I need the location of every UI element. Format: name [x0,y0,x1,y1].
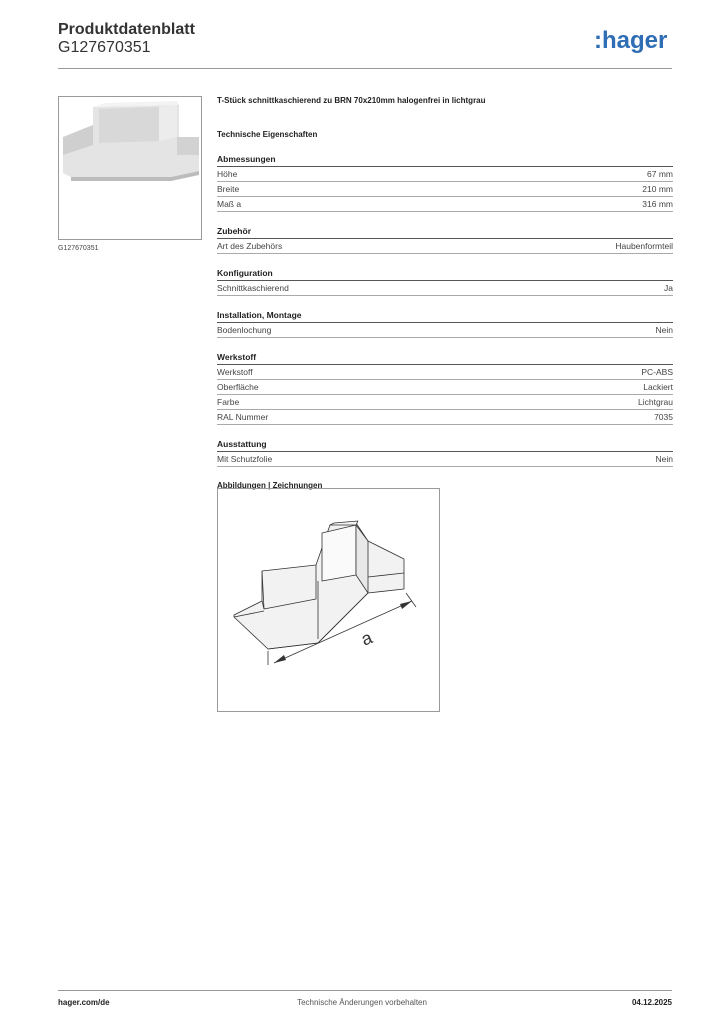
footer-date: 04.12.2025 [631,998,672,1007]
spec-label: Maß a [217,199,242,209]
product-id: G127670351 [58,39,151,56]
section-konfiguration [217,268,673,296]
spec-label: Farbe [217,397,240,407]
spec-row [217,197,673,212]
spec-label: Werkstoff [217,367,253,377]
spec-value: Nein [655,325,673,335]
spec-value: Ja [664,283,673,293]
spec-row [217,410,673,425]
spec-row [217,380,673,395]
section-heading: Ausstattung [217,439,673,452]
spec-value: Lichtgrau [638,397,673,407]
product-image [58,96,202,240]
spec-label: Bodenlochung [217,325,272,335]
section-heading: Installation, Montage [217,310,673,323]
spec-row [217,239,673,254]
section-installation [217,310,673,338]
footer-website[interactable]: hager.com/de [58,998,110,1007]
spec-row [217,365,673,380]
spec-value: 67 mm [647,169,673,179]
dimension-label: a [358,627,376,650]
spec-label: Breite [217,184,240,194]
product-photo-graphic [59,97,201,239]
spec-label: Schnittkaschierend [217,283,289,293]
drawing-graphic [218,489,439,711]
spec-label: Höhe [217,169,238,179]
page-title: Produktdatenblatt [58,21,195,38]
spec-row [217,182,673,197]
header-divider [58,68,672,69]
drawings-heading: Abbildungen | Zeichnungen [217,481,323,490]
technical-drawing [217,488,440,712]
section-heading: Zubehör [217,226,673,239]
spec-row [217,323,673,338]
section-zubehoer [217,226,673,254]
product-description: T-Stück schnittkaschierend zu BRN 70x210mm halogenfrei in lichtgrau [217,96,486,105]
spec-row [217,281,673,296]
spec-value: Lackiert [643,382,673,392]
tech-properties-heading: Technische Eigenschaften [217,130,318,139]
section-heading: Abmessungen [217,154,673,167]
spec-value: 316 mm [642,199,673,209]
thumbnail-caption: G127670351 [58,245,99,252]
spec-value: PC-ABS [641,367,673,377]
spec-label: Art des Zubehörs [217,241,283,251]
spec-label: Mit Schutzfolie [217,454,273,464]
section-heading: Konfiguration [217,268,673,281]
spec-value: Haubenformteil [615,241,673,251]
spec-value: Nein [655,454,673,464]
section-heading: Werkstoff [217,352,673,365]
product-details [217,96,673,505]
spec-row [217,395,673,410]
section-abmessungen [217,154,673,212]
spec-row [217,167,673,182]
section-werkstoff [217,352,673,425]
spec-value: 7035 [654,412,673,422]
spec-label: Oberfläche [217,382,259,392]
section-ausstattung [217,439,673,467]
spec-label: RAL Nummer [217,412,269,422]
hager-logo[interactable] [594,24,674,56]
logo-text: :hager [594,27,668,54]
footer-notice: Technische Änderungen vorbehalten [297,998,427,1007]
footer-divider [58,990,672,991]
spec-value: 210 mm [642,184,673,194]
spec-row [217,452,673,467]
